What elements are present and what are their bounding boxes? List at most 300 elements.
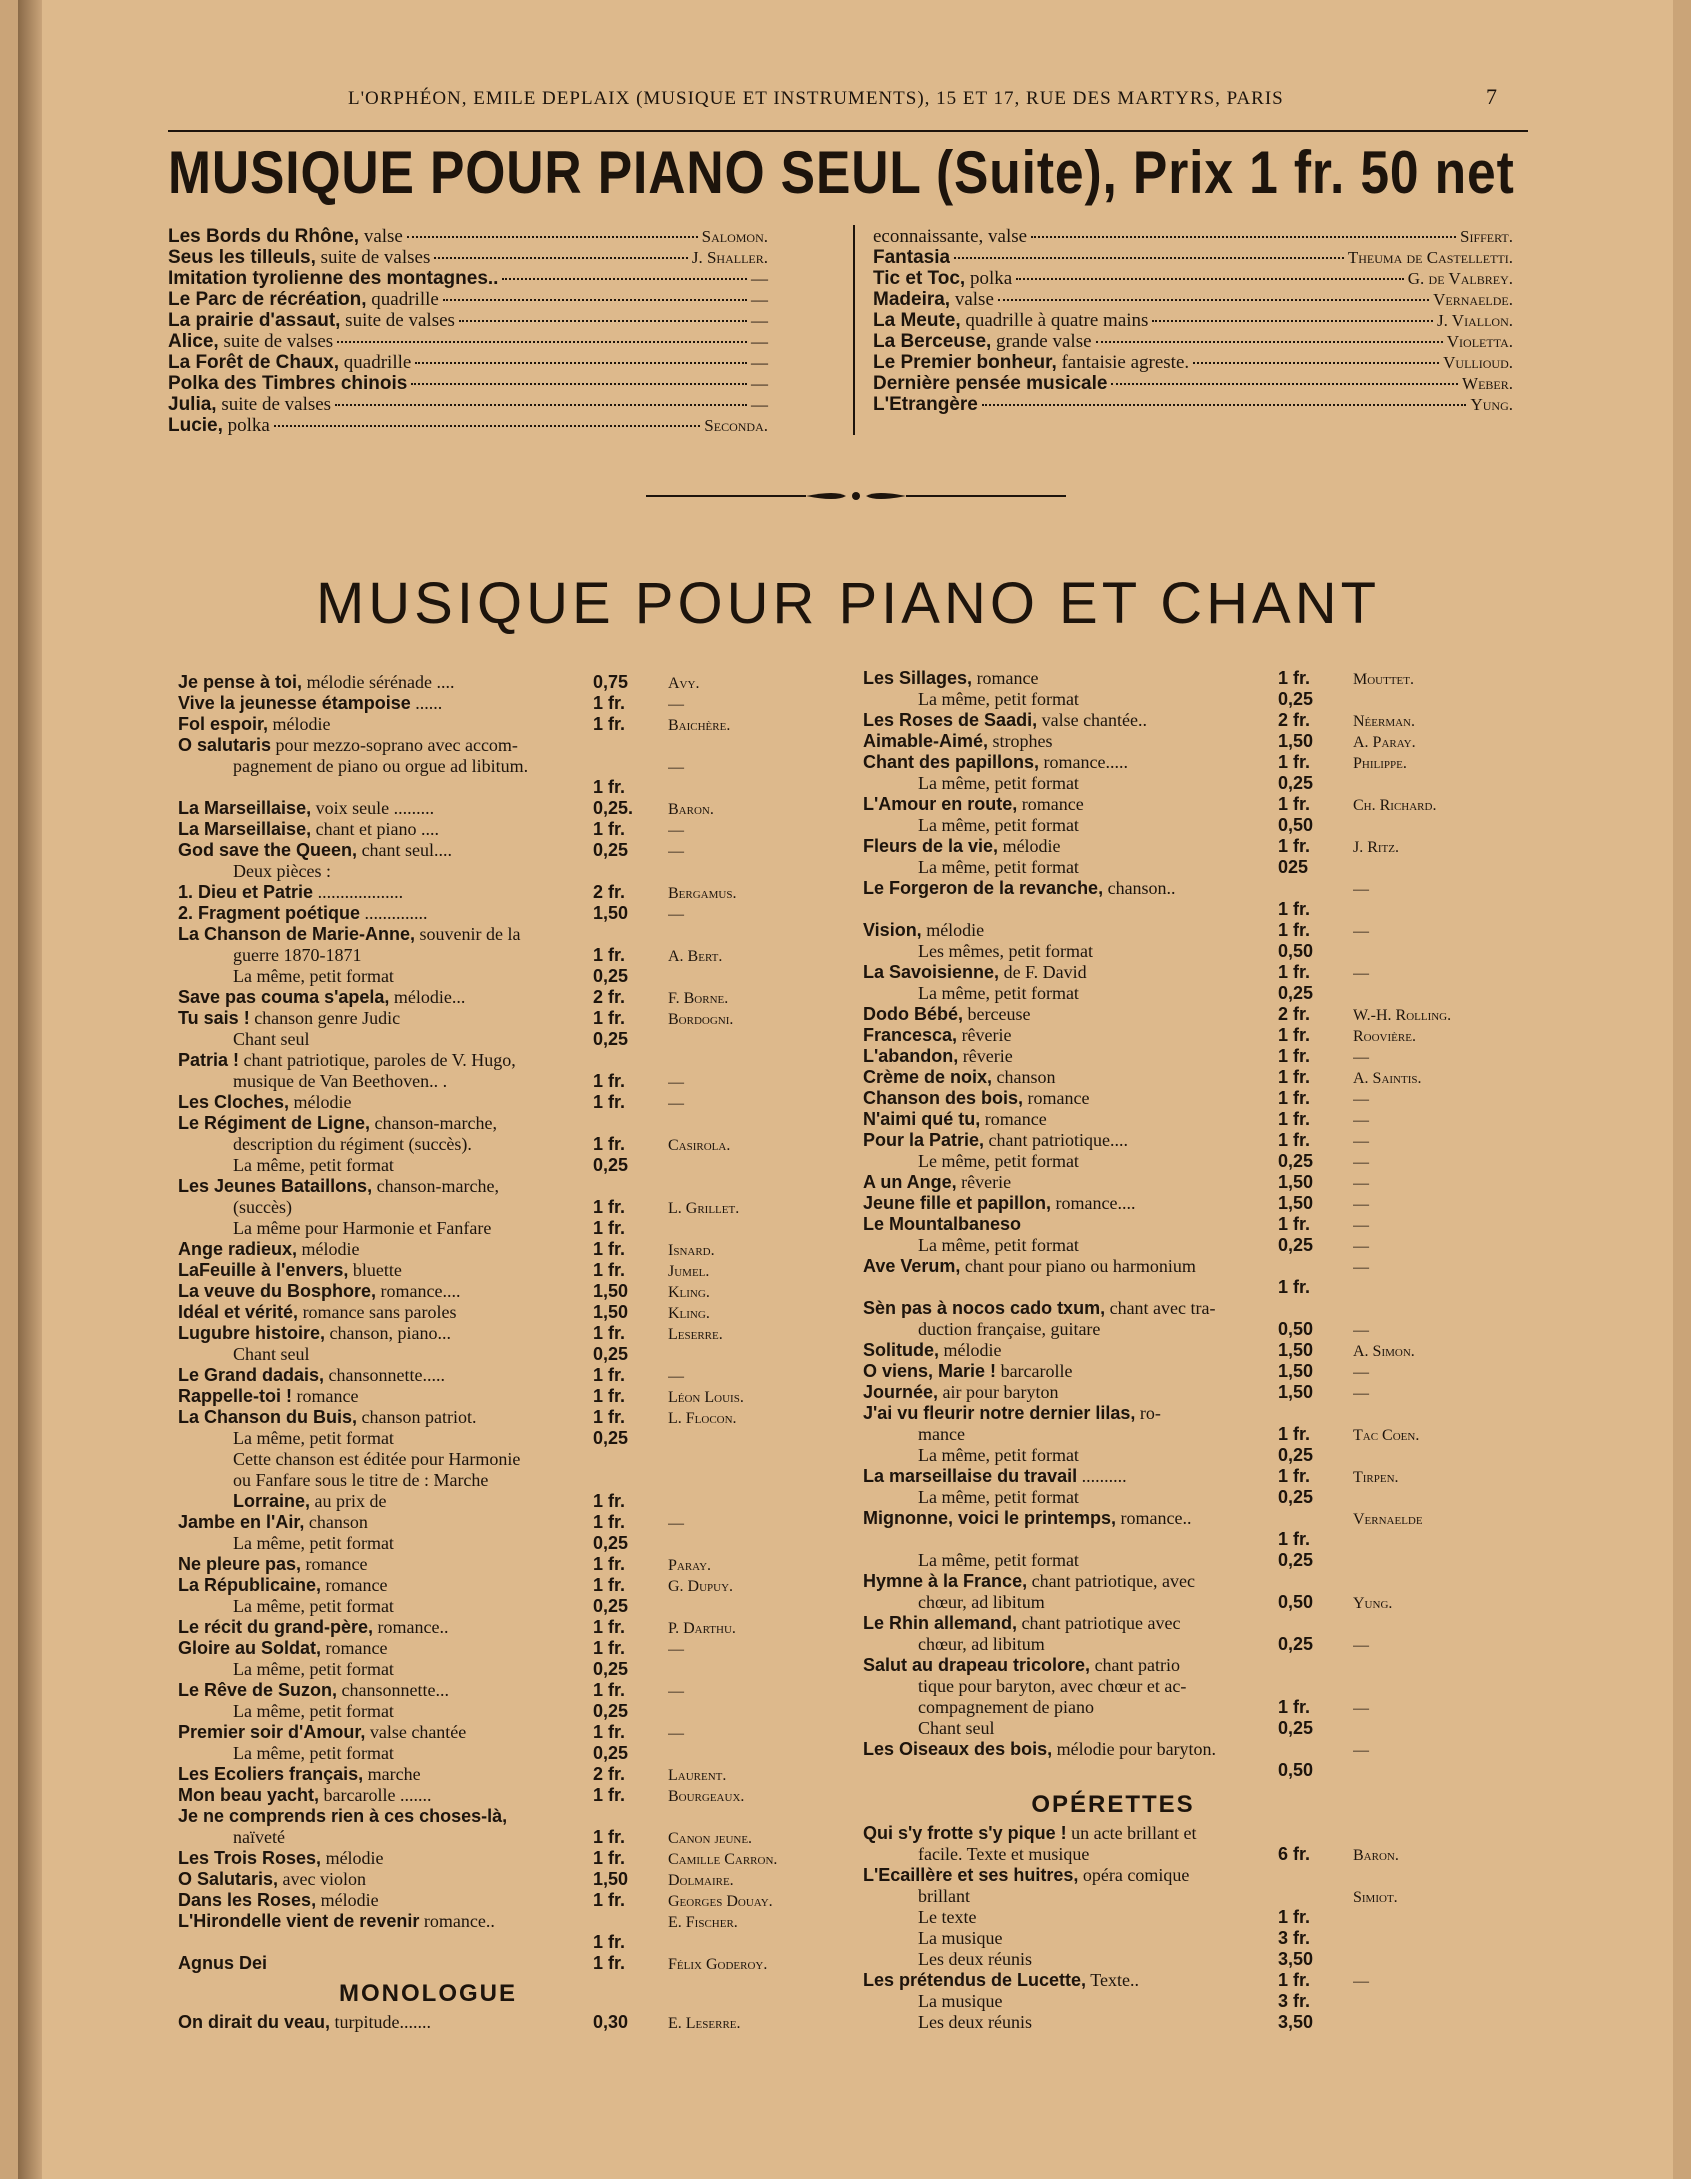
entry-price: 1,50: [593, 1869, 629, 1889]
entry-author: —: [668, 1095, 684, 1112]
entry-author: G. de Valbrey.: [1407, 269, 1513, 288]
entry-title: Ave Verum,: [863, 1256, 961, 1276]
entry-text: [178, 1512, 593, 1533]
entry-price: 1 fr.: [593, 1008, 626, 1028]
entry-price: 0,75: [593, 672, 629, 692]
operettes-heading: OPÉRETTES: [1031, 1791, 1195, 1818]
entry-text: [178, 1596, 593, 1617]
list-item: [863, 1991, 1553, 2012]
entry-text: [863, 920, 1278, 941]
entry-desc: La même, petit format: [233, 1428, 394, 1448]
entry-text: [863, 1739, 1278, 1760]
entry-text: [863, 857, 1278, 878]
entry-text: [863, 1403, 1278, 1424]
entry-author: F. Borne.: [668, 990, 729, 1007]
list-item: [178, 861, 868, 882]
entry-text: [863, 1361, 1278, 1382]
entry-price: 0,25: [1278, 1718, 1314, 1738]
list-item: [178, 1953, 868, 1974]
entry-text: [168, 268, 498, 289]
piano-seul-title: MUSIQUE POUR PIANO SEUL (Suite), Prix 1 fr. 50 net: [168, 139, 1515, 206]
list-item: [863, 1403, 1553, 1424]
entry-text: [863, 1907, 1278, 1928]
entry-desc: La même, petit format: [918, 857, 1079, 877]
list-item: [873, 373, 1513, 394]
entry-price: 1 fr.: [593, 1512, 626, 1532]
list-item: [863, 2012, 1553, 2033]
entry-price: 1 fr.: [1278, 1529, 1311, 1549]
entry-price: 1 fr.: [593, 1092, 626, 1112]
entry-desc: La même, petit format: [918, 1235, 1079, 1255]
entry-title: Vision,: [863, 920, 922, 940]
entry-price: 1 fr.: [1278, 1277, 1311, 1297]
entry-price: 1 fr.: [1278, 668, 1311, 688]
list-item: [863, 752, 1553, 773]
list-item: [863, 773, 1553, 794]
entry-price: 1,50: [1278, 1193, 1314, 1213]
entry-title: Idéal et vérité,: [178, 1302, 299, 1322]
piano-chant-left-column: [178, 672, 868, 2033]
entry-title: La Marseillaise,: [178, 819, 312, 839]
running-header: L'ORPHÉON, EMILE DEPLAIX (MUSIQUE ET INSTRUMENTS), 15 ET 17, RUE DES MARTYRS, PARIS: [348, 88, 1284, 109]
entry-text: [863, 1718, 1278, 1739]
entry-text: [863, 983, 1278, 1004]
entry-desc: description du régiment (succès).: [233, 1134, 472, 1154]
entry-price: 1,50: [593, 903, 629, 923]
list-item: [863, 1613, 1553, 1634]
list-item: [178, 1869, 868, 1890]
list-item: [178, 903, 868, 924]
entry-text: [863, 1487, 1278, 1508]
entry-title: Gloire au Soldat,: [178, 1638, 322, 1658]
dot-leader: [954, 257, 1344, 259]
entry-author: Theuma de Castelletti.: [1347, 248, 1513, 267]
entry-desc: chœur, ad libitum: [918, 1634, 1045, 1654]
entry-price: 6 fr.: [1278, 1844, 1311, 1864]
list-item: [863, 941, 1553, 962]
list-item: [873, 247, 1513, 268]
entry-title: LaFeuille à l'envers,: [178, 1260, 349, 1280]
entry-author: Canon jeune.: [668, 1830, 753, 1847]
entry-text: [178, 1722, 593, 1743]
entry-desc: facile. Texte et musique: [918, 1844, 1090, 1864]
entry-desc: polka: [969, 268, 1013, 289]
entry-author: —: [1353, 1385, 1369, 1402]
entry-price: 1 fr.: [1278, 1697, 1311, 1717]
entry-price: 0,25: [1278, 1445, 1314, 1465]
entry-title: L'Hirondelle vient de revenir: [178, 1911, 420, 1931]
dot-leader: [1016, 278, 1404, 280]
entry-title: Polka des Timbres chinois: [168, 373, 408, 394]
entry-desc: La musique: [918, 1991, 1003, 2011]
entry-title: Francesca,: [863, 1025, 958, 1045]
list-item: [178, 1533, 868, 1554]
entry-price: 1 fr.: [593, 1260, 626, 1280]
dot-leader: [1111, 383, 1458, 385]
list-item: [863, 794, 1553, 815]
entry-author: Kling.: [668, 1284, 710, 1301]
entry-author: —: [751, 395, 768, 414]
entry-price: 0,25: [1278, 1487, 1314, 1507]
entry-desc: La même pour Harmonie et Fanfare: [233, 1218, 492, 1238]
entry-price: 1 fr.: [1278, 1130, 1311, 1150]
entry-price: 1 fr.: [1278, 1109, 1311, 1129]
entry-author: —: [751, 353, 768, 372]
entry-desc: ou Fanfare sous le titre de : Marche: [233, 1470, 489, 1490]
list-item: [178, 819, 868, 840]
list-item: [178, 1470, 868, 1491]
list-item: [168, 415, 768, 436]
entry-text: [178, 861, 593, 882]
list-item: [863, 815, 1553, 836]
entry-author: E. Leserre.: [668, 2015, 741, 2032]
entry-desc: Les deux réunis: [918, 1949, 1032, 1969]
entry-desc: La même, petit format: [233, 966, 394, 986]
entry-author: Vullioud.: [1443, 353, 1513, 372]
entry-text: [178, 945, 593, 966]
list-item: [178, 1680, 868, 1701]
list-item: [863, 899, 1553, 920]
entry-author: —: [1353, 923, 1369, 940]
list-item: [863, 1571, 1553, 1592]
entry-text: [873, 394, 978, 415]
entry-price: 1 fr.: [1278, 794, 1311, 814]
entry-price: 1 fr.: [593, 1785, 626, 1805]
entry-desc: romance....: [1055, 1193, 1136, 1213]
entry-author: A. Saintis.: [1353, 1070, 1422, 1087]
entry-desc: chant patrio: [1094, 1655, 1181, 1675]
entry-author: Baron.: [1353, 1847, 1399, 1864]
entry-title: Mignonne, voici le printemps,: [863, 1508, 1117, 1528]
list-item: [178, 1848, 868, 1869]
entry-price: 1 fr.: [1278, 1088, 1311, 1108]
list-item: [168, 394, 768, 415]
entry-price: 1 fr.: [1278, 752, 1311, 772]
entry-author: —: [1353, 1259, 1369, 1276]
list-item: [178, 1113, 868, 1134]
entry-text: [863, 941, 1278, 962]
list-item: [178, 1764, 868, 1785]
entry-text: [178, 882, 593, 903]
entry-text: [178, 1491, 593, 1512]
entry-text: [168, 289, 439, 310]
entry-title: La veuve du Bosphore,: [178, 1281, 377, 1301]
piano-seul-right-column: [873, 226, 1513, 415]
list-item: [873, 331, 1513, 352]
ornament-divider: [646, 488, 1066, 504]
entry-text: [178, 1638, 593, 1659]
list-item: [863, 1130, 1553, 1151]
entry-author: —: [751, 332, 768, 351]
entry-author: Casirola.: [668, 1137, 731, 1154]
list-item: [863, 1508, 1553, 1529]
entry-text: [178, 756, 593, 777]
entry-text: [178, 735, 593, 756]
header-rule: [168, 130, 1528, 132]
entry-title: Les Roses de Saadi,: [863, 710, 1038, 730]
entry-author: —: [668, 1368, 684, 1385]
entry-text: [863, 1886, 1278, 1907]
entry-text: [178, 693, 593, 714]
entry-author: Néerman.: [1353, 713, 1415, 730]
entry-author: L. Grillet.: [668, 1200, 740, 1217]
list-item: [863, 920, 1553, 941]
entry-desc: romance: [1021, 794, 1084, 814]
entry-price: 0,25: [593, 1344, 629, 1364]
entry-title: Je pense à toi,: [178, 672, 303, 692]
entry-desc: suite de valses: [320, 247, 431, 268]
entry-price: 1 fr.: [1278, 899, 1311, 919]
entry-title: Le Rêve de Suzon,: [178, 1680, 338, 1700]
list-item: [873, 226, 1513, 247]
entry-text: [178, 1848, 593, 1869]
entry-title: Sèn pas à nocos cado txum,: [863, 1298, 1106, 1318]
entry-price: 2 fr.: [593, 1764, 626, 1784]
entry-text: [863, 1655, 1278, 1676]
entry-desc: rêverie: [961, 1025, 1012, 1045]
list-item: [863, 1319, 1553, 1340]
entry-desc: La même, petit format: [918, 689, 1079, 709]
entry-price: 1 fr.: [1278, 1907, 1311, 1927]
entry-text: [178, 903, 593, 924]
entry-title: Crème de noix,: [863, 1067, 993, 1087]
entry-title: Pour la Patrie,: [863, 1130, 985, 1150]
list-item: [863, 1844, 1553, 1865]
entry-author: —: [1353, 1091, 1369, 1108]
entry-price: 3 fr.: [1278, 1991, 1311, 2011]
dot-leader: [1152, 320, 1433, 322]
entry-author: —: [1353, 881, 1369, 898]
entry-desc: chanson: [996, 1067, 1056, 1087]
entry-title: Mon beau yacht,: [178, 1785, 320, 1805]
entry-text: [873, 373, 1107, 394]
list-item: [863, 1256, 1553, 1277]
list-item: [168, 352, 768, 373]
entry-text: [178, 1743, 593, 1764]
entry-author: Isnard.: [668, 1242, 715, 1259]
entry-author: —: [1353, 1322, 1369, 1339]
entry-author: Leserre.: [668, 1326, 723, 1343]
list-item: [178, 1491, 868, 1512]
list-item: [178, 1029, 868, 1050]
entry-desc: mélodie: [1002, 836, 1061, 856]
list-item: [178, 1596, 868, 1617]
list-item: [178, 840, 868, 861]
entry-text: [863, 1928, 1278, 1949]
list-item: [178, 1365, 868, 1386]
entry-text: [863, 1109, 1278, 1130]
entry-text: [863, 1214, 1278, 1235]
entry-price: 0,50: [1278, 1592, 1314, 1612]
entry-price: 1 fr.: [593, 714, 626, 734]
entry-title: Ange radieux,: [178, 1239, 298, 1259]
entry-desc: romance: [305, 1554, 368, 1574]
entry-desc: romance: [1027, 1088, 1090, 1108]
entry-text: [873, 352, 1189, 373]
entry-desc: mélodie pour baryton.: [1056, 1739, 1217, 1759]
list-item: [178, 1701, 868, 1722]
entry-desc: strophes: [992, 731, 1053, 751]
entry-author: —: [751, 290, 768, 309]
entry-title: Jambe en l'Air,: [178, 1512, 305, 1532]
entry-author: —: [1353, 1364, 1369, 1381]
list-item: [863, 1676, 1553, 1697]
entry-desc: romance....: [380, 1281, 461, 1301]
entry-title: Les Ecoliers français,: [178, 1764, 364, 1784]
entry-text: [178, 1008, 593, 1029]
entry-text: [168, 226, 403, 247]
list-item: [178, 672, 868, 693]
list-item: [863, 1550, 1553, 1571]
entry-price: 1 fr.: [593, 1617, 626, 1637]
entry-text: [863, 1172, 1278, 1193]
list-item: [863, 1949, 1553, 1970]
entry-text: [863, 1991, 1278, 2012]
entry-price: 025: [1278, 857, 1309, 877]
list-item: [168, 331, 768, 352]
entry-title: Tu sais !: [178, 1008, 250, 1028]
list-item: [178, 1512, 868, 1533]
entry-desc: au prix de: [314, 1491, 387, 1511]
entry-text: [178, 1911, 593, 1932]
entry-desc: polka: [227, 415, 270, 436]
entry-title: Solitude,: [863, 1340, 939, 1360]
list-item: [168, 289, 768, 310]
list-item: [863, 1928, 1553, 1949]
entry-desc: chanson-marche,: [376, 1176, 500, 1196]
entry-text: [178, 1554, 593, 1575]
entry-author: —: [1353, 1973, 1369, 1990]
entry-author: —: [1353, 1049, 1369, 1066]
entry-desc: bluette: [352, 1260, 402, 1280]
entry-title: O viens, Marie !: [863, 1361, 997, 1381]
entry-text: [873, 331, 1092, 352]
list-item: [863, 689, 1553, 710]
entry-author: Baichère.: [668, 717, 731, 734]
entry-title: Hymne à la France,: [863, 1571, 1028, 1591]
entry-text: [863, 1592, 1278, 1613]
list-item: [863, 1970, 1553, 1991]
page-number: 7: [1486, 84, 1497, 109]
entry-desc: romance: [976, 668, 1039, 688]
entry-title: Chant des papillons,: [863, 752, 1040, 772]
entry-text: [168, 415, 270, 436]
entry-author: Seconda.: [704, 416, 768, 435]
entry-desc: mélodie: [926, 920, 985, 940]
list-item: [863, 1088, 1553, 1109]
entry-price: 0,25: [593, 1743, 629, 1763]
entry-title: Le Premier bonheur,: [873, 352, 1057, 373]
entry-desc: de F. David: [1003, 962, 1087, 982]
list-item: [178, 735, 868, 756]
list-item: [863, 1718, 1553, 1739]
entry-desc: La même, petit format: [918, 1487, 1079, 1507]
entry-desc: fantaisie agreste.: [1061, 352, 1190, 373]
entry-desc: mélodie: [320, 1890, 379, 1910]
list-item: [178, 1239, 868, 1260]
entry-text: [178, 1344, 593, 1365]
list-item: [863, 1592, 1553, 1613]
entry-desc: souvenir de la: [419, 924, 521, 944]
list-item: [178, 945, 868, 966]
entry-price: 0,25: [1278, 689, 1314, 709]
entry-desc: quadrille à quatre mains: [965, 310, 1149, 331]
entry-text: [178, 1449, 593, 1470]
entry-desc: mance: [918, 1424, 965, 1444]
entry-price: 1 fr.: [593, 1197, 626, 1217]
entry-text: [863, 1676, 1278, 1697]
entry-desc: grande valse: [996, 331, 1092, 352]
entry-title: Qui s'y frotte s'y pique !: [863, 1823, 1067, 1843]
entry-price: 0,50: [1278, 815, 1314, 835]
entry-author: Mouttet.: [1353, 671, 1414, 688]
entry-author: A. Paray.: [1353, 734, 1416, 751]
dot-leader: [434, 257, 687, 259]
entry-desc: duction française, guitare: [918, 1319, 1101, 1339]
entry-title: Les prétendus de Lucette,: [863, 1970, 1087, 1990]
list-item: [863, 1697, 1553, 1718]
entry-title: Seus les tilleuls,: [168, 247, 316, 268]
entry-author: —: [1353, 1700, 1369, 1717]
entry-desc: romance.....: [1043, 752, 1128, 772]
entry-title: Lugubre histoire,: [178, 1323, 326, 1343]
entry-title: God save the Queen,: [178, 840, 358, 860]
entry-text: [178, 1197, 593, 1218]
list-item: [863, 878, 1553, 899]
entry-text: [178, 1617, 593, 1638]
book-gutter: [18, 0, 42, 2179]
entry-title: On dirait du veau,: [178, 2012, 331, 2032]
entry-desc: mélodie: [293, 1092, 352, 1112]
entry-desc: brillant: [918, 1886, 970, 1906]
entry-desc: ...................: [317, 882, 404, 902]
list-item: [168, 268, 768, 289]
entry-desc: quadrille: [343, 352, 412, 373]
entry-text: [863, 1949, 1278, 1970]
entry-text: [168, 394, 331, 415]
entry-text: [178, 1869, 593, 1890]
entry-desc: La même, petit format: [233, 1596, 394, 1616]
entry-text: [863, 1613, 1278, 1634]
list-item: [178, 1050, 868, 1071]
dot-leader: [1031, 236, 1456, 238]
entry-text: [178, 1953, 593, 1974]
entry-price: 3,50: [1278, 1949, 1314, 1969]
entry-title: La Chanson du Buis,: [178, 1407, 358, 1427]
entry-author: P. Darthu.: [668, 1620, 736, 1637]
entry-price: 1 fr.: [1278, 962, 1311, 982]
list-item: [178, 1092, 868, 1113]
entry-text: [863, 1067, 1278, 1088]
entry-author: Léon Louis.: [668, 1389, 744, 1406]
entry-title: J'ai vu fleurir notre dernier lilas,: [863, 1403, 1136, 1423]
entry-text: [178, 1470, 593, 1491]
entry-author: —: [668, 906, 684, 923]
piano-chant-right-column: [863, 668, 1553, 2033]
entry-text: [863, 668, 1278, 689]
entry-desc: suite de valses: [221, 394, 332, 415]
entry-author: —: [668, 1683, 684, 1700]
entry-price: 0,25: [593, 1533, 629, 1553]
entry-title: La Forêt de Chaux,: [168, 352, 340, 373]
entry-text: [178, 1890, 593, 1911]
entry-desc: suite de valses: [345, 310, 455, 331]
entry-title: Les Trois Roses,: [178, 1848, 322, 1868]
entry-price: 1 fr.: [593, 1239, 626, 1259]
entry-author: —: [1353, 1154, 1369, 1171]
list-item: [863, 857, 1553, 878]
entry-title: Le Mountalbaneso: [863, 1214, 1022, 1234]
